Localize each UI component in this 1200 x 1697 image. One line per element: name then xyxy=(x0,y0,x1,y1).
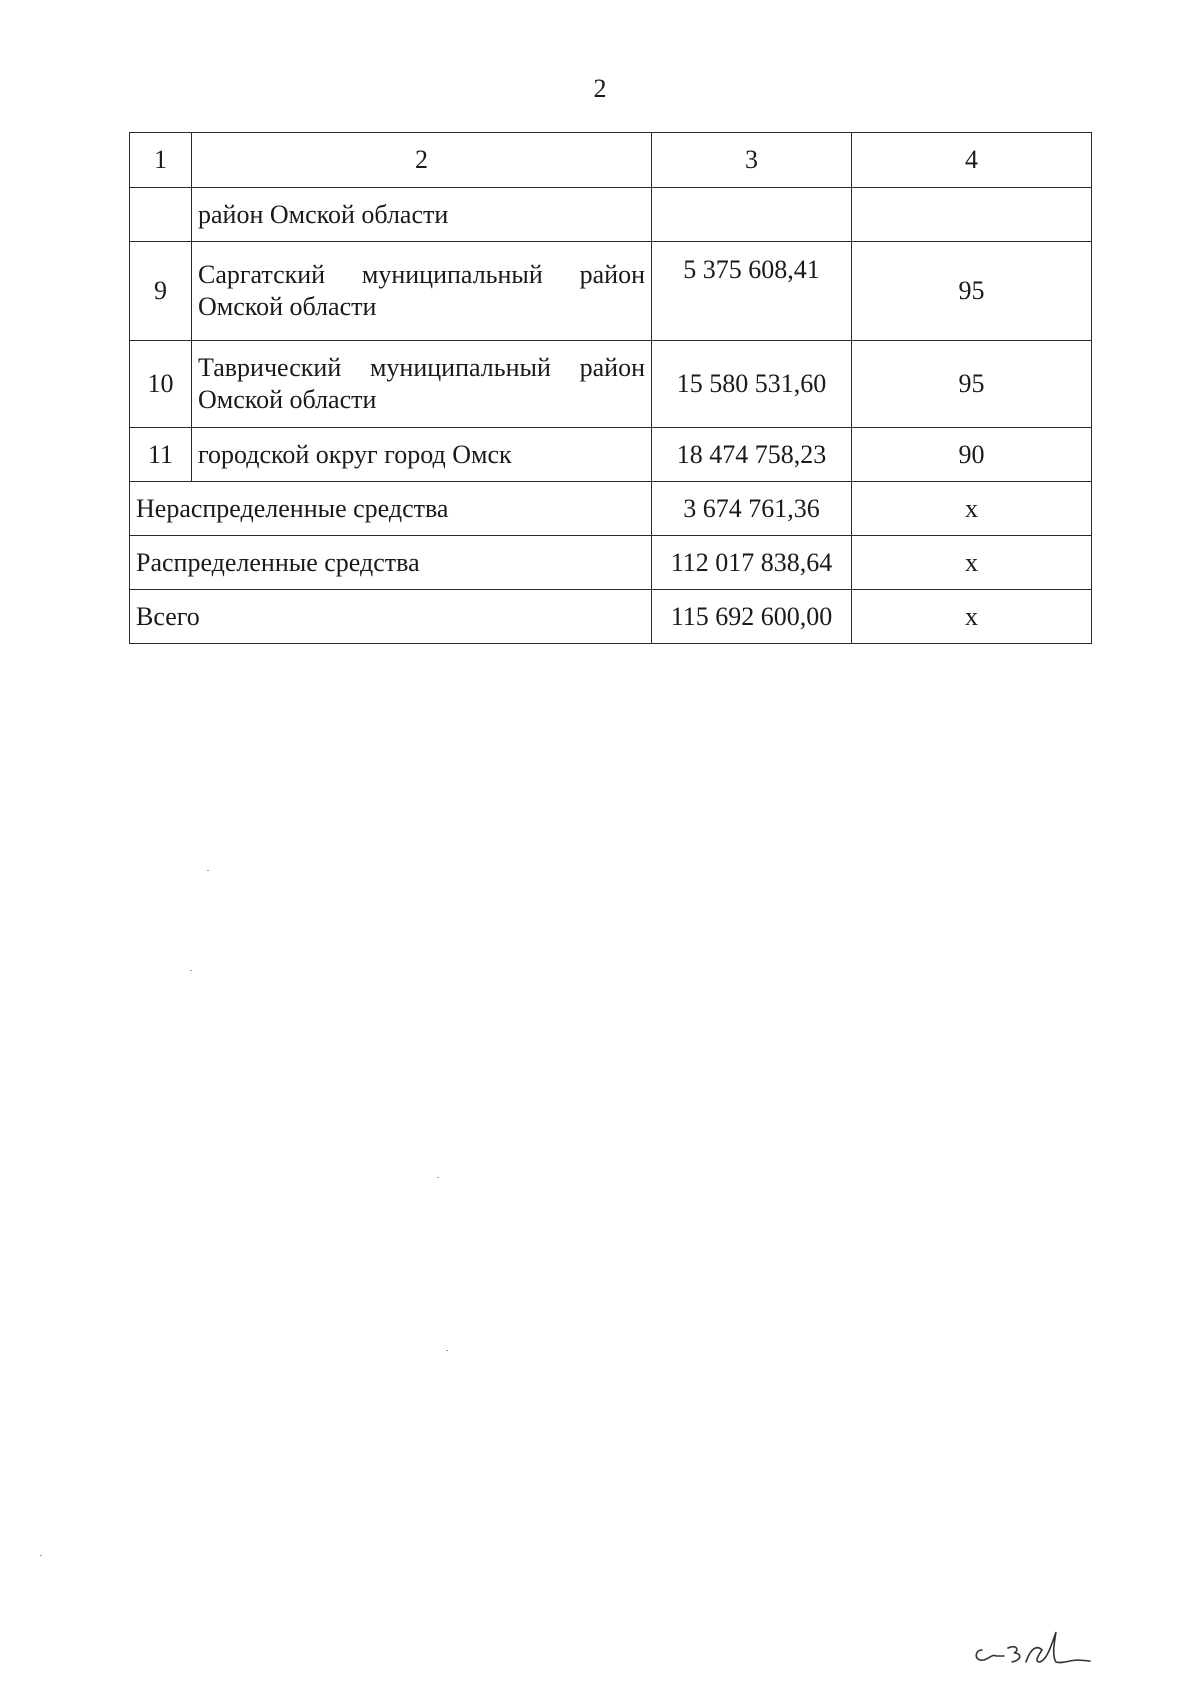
municipality-name-cell: городской округ город Омск xyxy=(192,428,652,482)
table-row xyxy=(130,242,1092,341)
amount-cell: 5 375 608,41 xyxy=(652,242,852,341)
totals-label-cell: Нераспределенные средства xyxy=(130,482,652,536)
totals-amount-cell: 112 017 838,64 xyxy=(652,536,852,590)
table-row xyxy=(130,341,1092,428)
municipality-name-cell: Саргатский муниципальный район Омской области xyxy=(192,242,652,341)
table-header-row xyxy=(130,133,1092,188)
percent-cell: 95 xyxy=(852,341,1092,428)
percent-cell xyxy=(852,188,1092,242)
scan-speck xyxy=(40,1555,42,1556)
totals-mark-cell: x xyxy=(852,536,1092,590)
totals-row-total xyxy=(130,590,1092,644)
totals-mark-cell: x xyxy=(852,590,1092,644)
percent-cell: 90 xyxy=(852,428,1092,482)
handwritten-signature xyxy=(970,1620,1110,1670)
header-cell-2: 2 xyxy=(192,133,652,188)
amount-cell xyxy=(652,188,852,242)
table-row-continuation xyxy=(130,188,1092,242)
amount-cell: 15 580 531,60 xyxy=(652,341,852,428)
page-number: 2 xyxy=(593,74,607,103)
row-number-cell xyxy=(130,188,192,242)
scan-speck xyxy=(207,870,209,871)
totals-label-cell: Всего xyxy=(130,590,652,644)
row-number-cell: 9 xyxy=(130,242,192,341)
scan-speck xyxy=(437,1177,439,1178)
totals-amount-cell: 115 692 600,00 xyxy=(652,590,852,644)
header-cell-1: 1 xyxy=(130,133,192,188)
row-number-cell: 10 xyxy=(130,341,192,428)
municipality-name-cell: район Омской области xyxy=(192,188,652,242)
scan-speck xyxy=(190,970,192,971)
allocation-table xyxy=(129,132,1092,644)
percent-cell: 95 xyxy=(852,242,1092,341)
table-row xyxy=(130,428,1092,482)
totals-row-allocated xyxy=(130,536,1092,590)
scan-speck xyxy=(446,1350,448,1351)
municipality-name-cell: Таврический муниципальный район Омской области xyxy=(192,341,652,428)
totals-label-cell: Распределенные средства xyxy=(130,536,652,590)
header-cell-4: 4 xyxy=(852,133,1092,188)
row-number-cell: 11 xyxy=(130,428,192,482)
totals-row-unallocated xyxy=(130,482,1092,536)
totals-mark-cell: x xyxy=(852,482,1092,536)
header-cell-3: 3 xyxy=(652,133,852,188)
amount-cell: 18 474 758,23 xyxy=(652,428,852,482)
totals-amount-cell: 3 674 761,36 xyxy=(652,482,852,536)
